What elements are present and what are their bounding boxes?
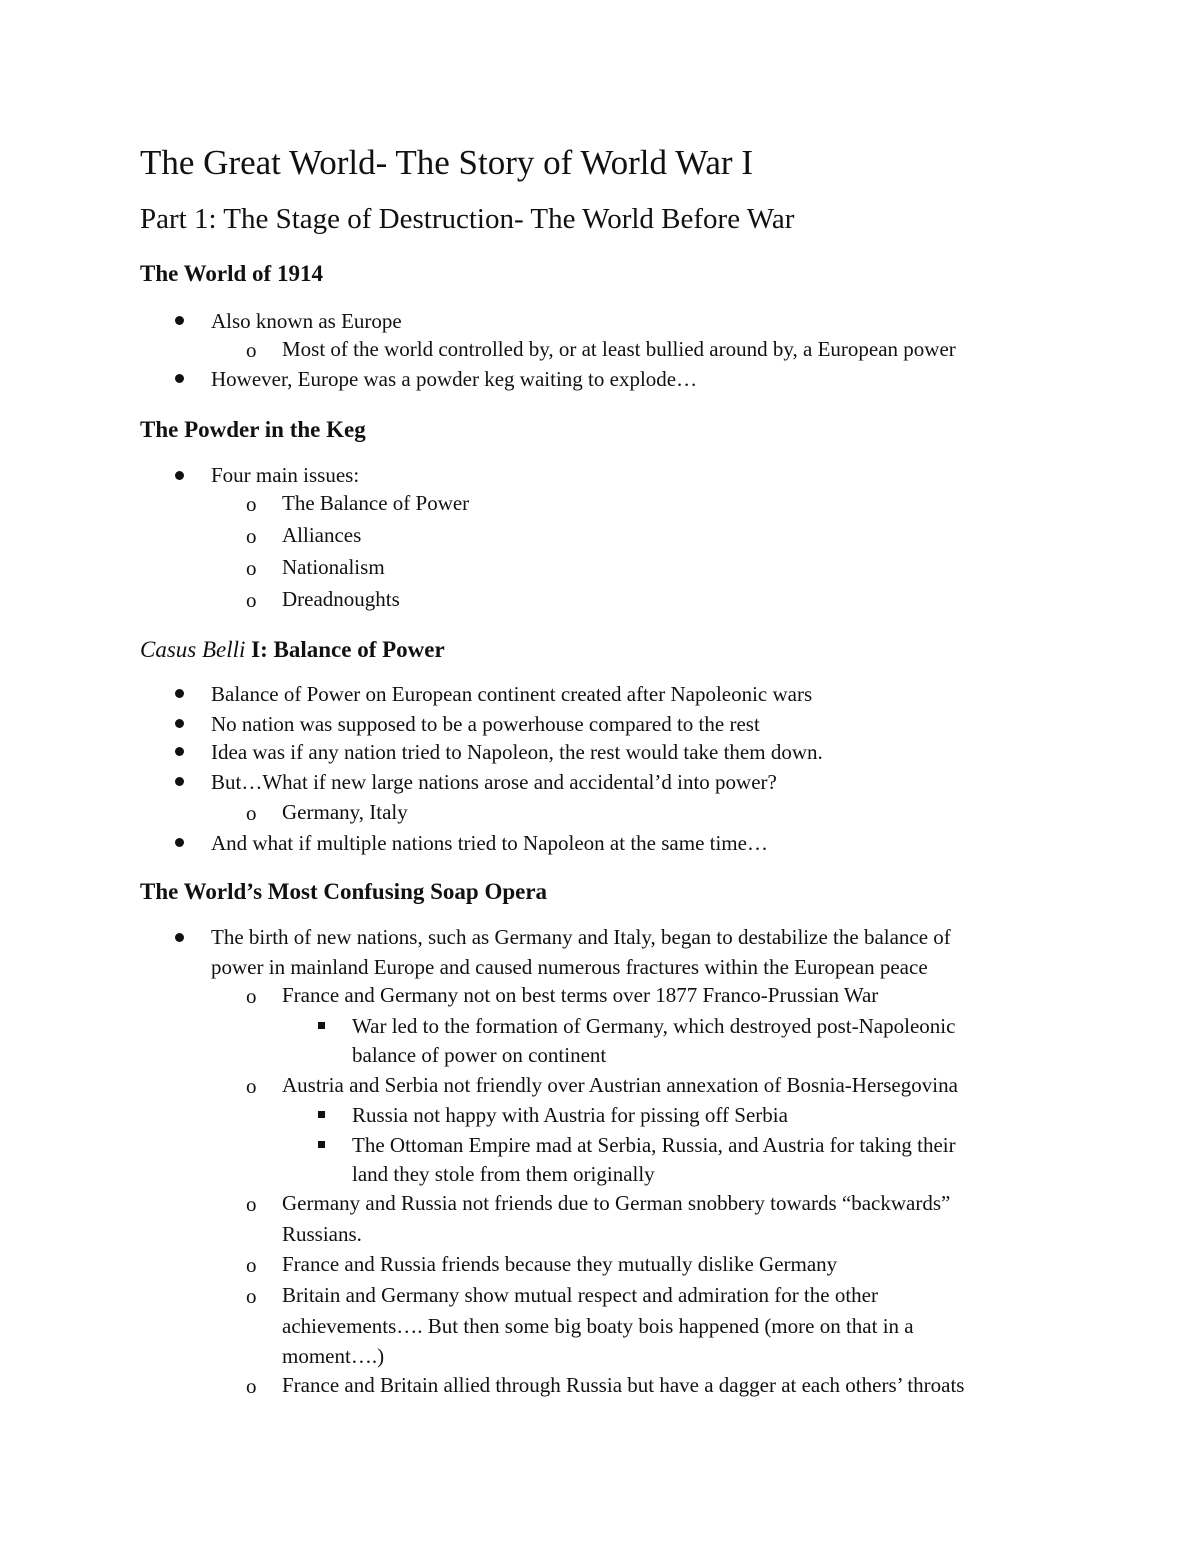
list-item: Germany, Italy	[282, 800, 408, 824]
list-item-continuation: balance of power on continent	[352, 1043, 607, 1067]
heading-text: I: Balance of Power	[245, 637, 445, 662]
list-item: The Ottoman Empire mad at Serbia, Russia, and Austria for taking their	[352, 1133, 956, 1157]
square-bullet-icon	[318, 1141, 325, 1148]
part-heading: Part 1: The Stage of Destruction- The World Before War	[140, 203, 795, 235]
heading-italic-text: Casus Belli	[140, 637, 246, 662]
list-item-continuation: moment….)	[282, 1344, 385, 1368]
list-item: Dreadnoughts	[282, 587, 400, 611]
list-item: Britain and Germany show mutual respect and admiration for the other	[282, 1283, 878, 1307]
list-item: Also known as Europe	[211, 309, 402, 333]
section-heading-world-1914: The World of 1914	[140, 261, 323, 286]
bullet-icon	[175, 374, 184, 383]
list-item: However, Europe was a powder keg waiting to explode…	[211, 367, 698, 391]
list-item-continuation: achievements…. But then some big boaty bois happened (more on that in a	[282, 1314, 914, 1338]
bullet-icon	[175, 719, 184, 728]
bullet-icon	[175, 777, 184, 786]
list-item: France and Germany not on best terms over 1877 Franco-Prussian War	[282, 983, 879, 1007]
list-item: Nationalism	[282, 555, 385, 579]
list-item: Balance of Power on European continent created after Napoleonic wars	[211, 682, 813, 706]
section-heading-balance-of-power	[140, 638, 445, 661]
square-bullet-icon	[318, 1111, 325, 1118]
list-item: The birth of new nations, such as Germany and Italy, began to destabilize the balance of	[211, 925, 951, 949]
hollow-bullet-icon: o	[246, 492, 257, 516]
list-item: Germany and Russia not friends due to German snobbery towards “backwards”	[282, 1191, 951, 1215]
list-item: France and Britain allied through Russia but have a dagger at each others’ throats	[282, 1373, 965, 1397]
list-item: And what if multiple nations tried to Napoleon at the same time…	[211, 831, 768, 855]
hollow-bullet-icon: o	[246, 524, 257, 548]
list-item: But…What if new large nations arose and accidental’d into power?	[211, 770, 777, 794]
list-item: Most of the world controlled by, or at least bullied around by, a European power	[282, 337, 956, 361]
list-item: Alliances	[282, 523, 362, 547]
list-item: Idea was if any nation tried to Napoleon, the rest would take them down.	[211, 740, 823, 764]
hollow-bullet-icon: o	[246, 1192, 257, 1216]
list-item: No nation was supposed to be a powerhouse compared to the rest	[211, 712, 760, 736]
list-item-continuation: land they stole from them originally	[352, 1162, 655, 1186]
hollow-bullet-icon: o	[246, 1284, 257, 1308]
list-item: Four main issues:	[211, 463, 360, 487]
bullet-icon	[175, 838, 184, 847]
hollow-bullet-icon: o	[246, 338, 257, 362]
bullet-icon	[175, 471, 184, 480]
hollow-bullet-icon: o	[246, 801, 257, 825]
hollow-bullet-icon: o	[246, 1374, 257, 1398]
list-item-continuation: Russians.	[282, 1222, 362, 1246]
hollow-bullet-icon: o	[246, 1074, 257, 1098]
list-item: Austria and Serbia not friendly over Austrian annexation of Bosnia-Hersegovina	[282, 1073, 958, 1097]
list-item: France and Russia friends because they mutually dislike Germany	[282, 1252, 838, 1276]
hollow-bullet-icon: o	[246, 1253, 257, 1277]
list-item: Russia not happy with Austria for pissing off Serbia	[352, 1103, 788, 1127]
list-item: War led to the formation of Germany, which destroyed post-Napoleonic	[352, 1014, 956, 1038]
hollow-bullet-icon: o	[246, 588, 257, 612]
bullet-icon	[175, 747, 184, 756]
square-bullet-icon	[318, 1022, 325, 1029]
hollow-bullet-icon: o	[246, 556, 257, 580]
section-heading-powder-keg: The Powder in the Keg	[140, 417, 366, 442]
document-title: The Great World- The Story of World War I	[140, 143, 753, 182]
list-item-continuation: power in mainland Europe and caused numerous fractures within the European peace	[211, 955, 928, 979]
hollow-bullet-icon: o	[246, 984, 257, 1008]
bullet-icon	[175, 933, 184, 942]
list-item: The Balance of Power	[282, 491, 470, 515]
bullet-icon	[175, 316, 184, 325]
section-heading-soap-opera: The World’s Most Confusing Soap Opera	[140, 879, 548, 904]
bullet-icon	[175, 689, 184, 698]
